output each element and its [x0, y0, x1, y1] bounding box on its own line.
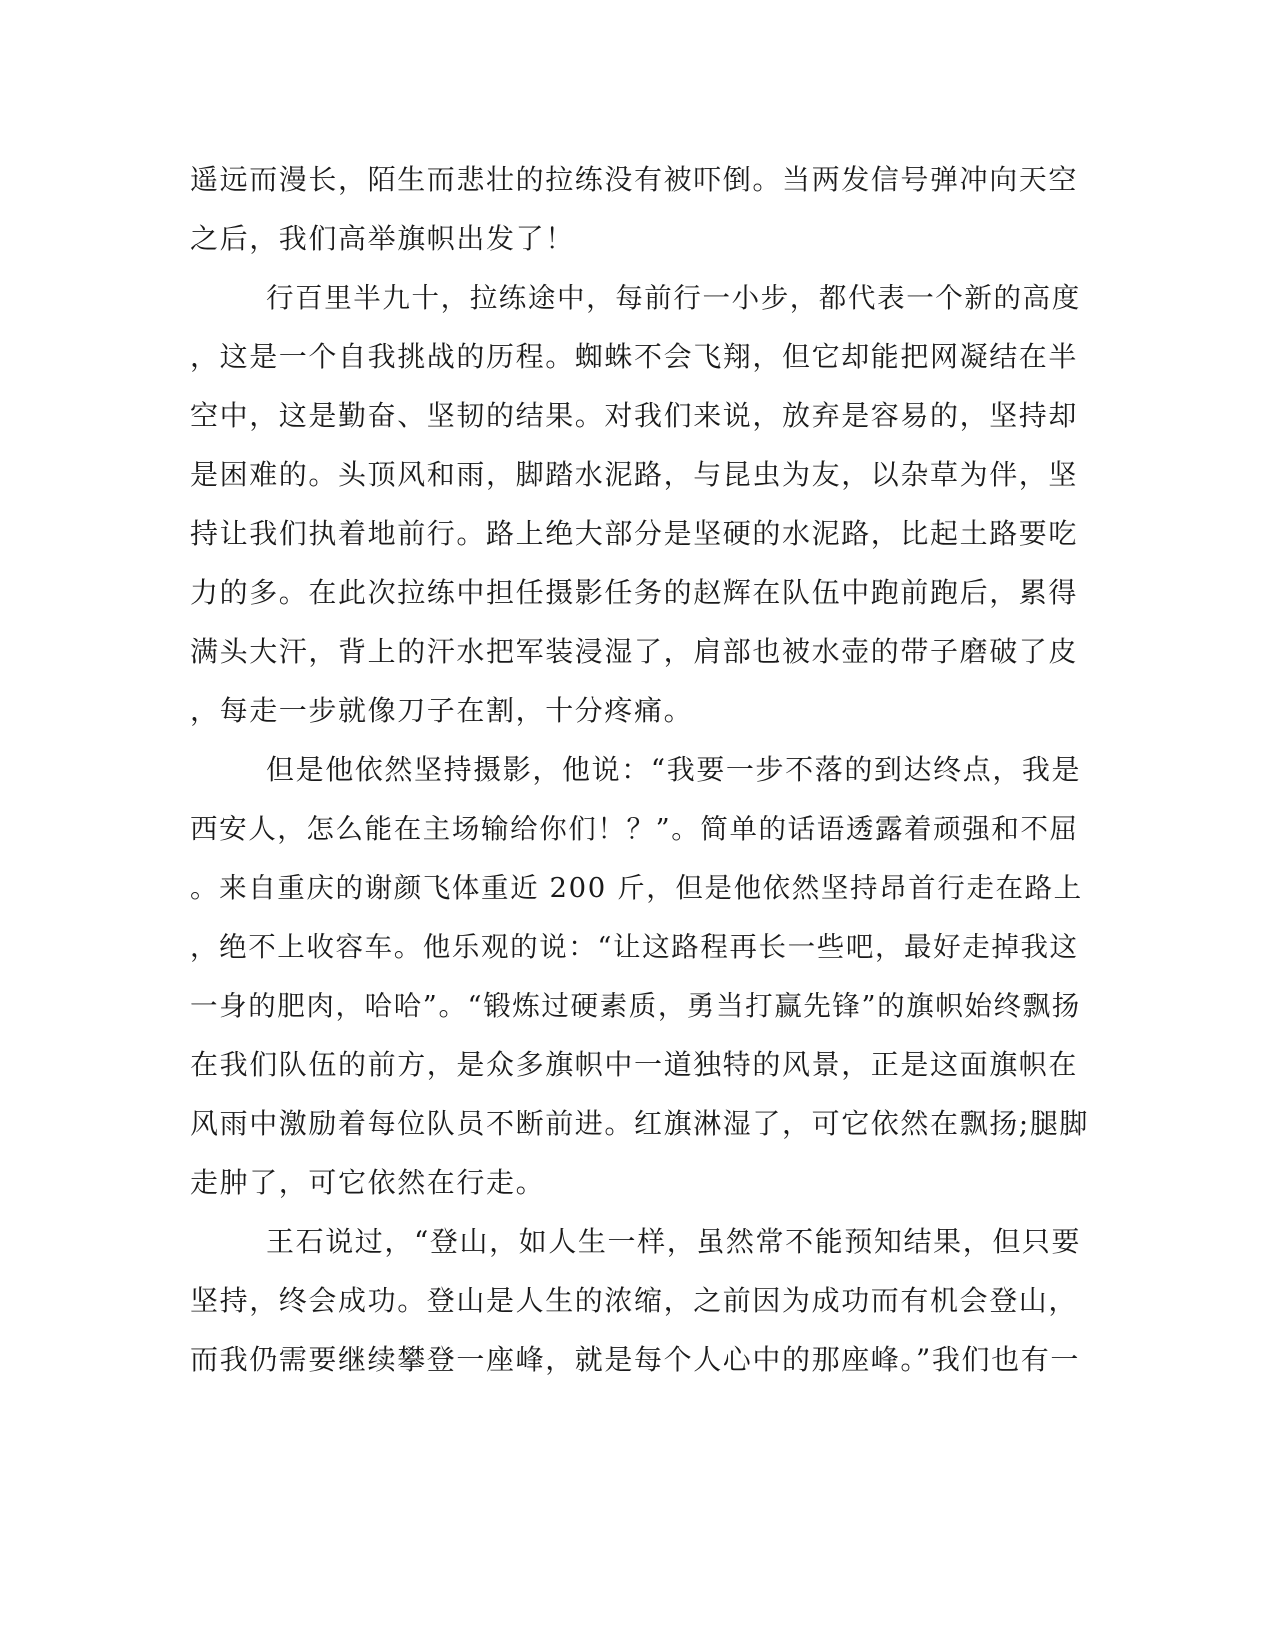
text-line: 坚持，终会成功。登山是人生的浓缩，之前因为成功而有机会登山， [190, 1284, 1079, 1317]
text-line: 力的多。在此次拉练中担任摄影任务的赵辉在队伍中跑前跑后，累得 [190, 576, 1079, 609]
text-line: 而我仍需要继续攀登一座峰，就是每个人心中的那座峰。”我们也有一 [190, 1343, 1080, 1376]
text-line: 一身的肥肉，哈哈”。“锻炼过硬素质，勇当打赢先锋”的旗帜始终飘扬 [190, 990, 1081, 1022]
paragraph-first-line: 行百里半九十，拉练途中，每前行一小步，都代表一个新的高度 [266, 282, 1081, 314]
text-line: 遥远而漫长，陌生而悲壮的拉练没有被吓倒。当两发信号弹冲向天空 [190, 163, 1079, 196]
text-line: 在我们队伍的前方，是众多旗帜中一道独特的风景，正是这面旗帜在 [190, 1048, 1079, 1081]
text-line: ，这是一个自我挑战的历程。蜘蛛不会飞翔，但它却能把网凝结在半 [190, 340, 1079, 373]
text-line: 。来自重庆的谢颜飞体重近 200 斤，但是他依然坚持昂首行走在路上 [190, 872, 1083, 904]
text-line: ，绝不上收容车。他乐观的说：“让这路程再长一些吧，最好走掉我这 [190, 931, 1079, 963]
text-line: 西安人，怎么能在主场输给你们！？”。简单的话语透露着顽强和不屈 [190, 813, 1079, 845]
text-line: 满头大汗，背上的汗水把军装浸湿了，肩部也被水壶的带子磨破了皮 [190, 635, 1079, 668]
text-line: 持让我们执着地前行。路上绝大部分是坚硬的水泥路，比起土路要吃 [190, 517, 1079, 550]
text-line: 走肿了，可它依然在行走。 [190, 1166, 546, 1199]
paragraph-first-line: 但是他依然坚持摄影，他说：“我要一步不落的到达终点，我是 [266, 753, 1082, 786]
paragraph-first-line: 王石说过，“登山，如人生一样，虽然常不能预知结果，但只要 [266, 1225, 1082, 1258]
text-line: ，每走一步就像刀子在割，十分疼痛。 [190, 694, 694, 727]
text-line: 之后，我们高举旗帜出发了！ [190, 222, 575, 255]
text-line: 空中，这是勤奋、坚韧的结果。对我们来说，放弃是容易的，坚持却 [190, 399, 1079, 432]
text-line: 风雨中激励着每位队员不断前进。红旗淋湿了，可它依然在飘扬;腿脚 [190, 1107, 1090, 1140]
text-line: 是困难的。头顶风和雨，脚踏水泥路，与昆虫为友，以杂草为伴，坚 [190, 458, 1079, 491]
